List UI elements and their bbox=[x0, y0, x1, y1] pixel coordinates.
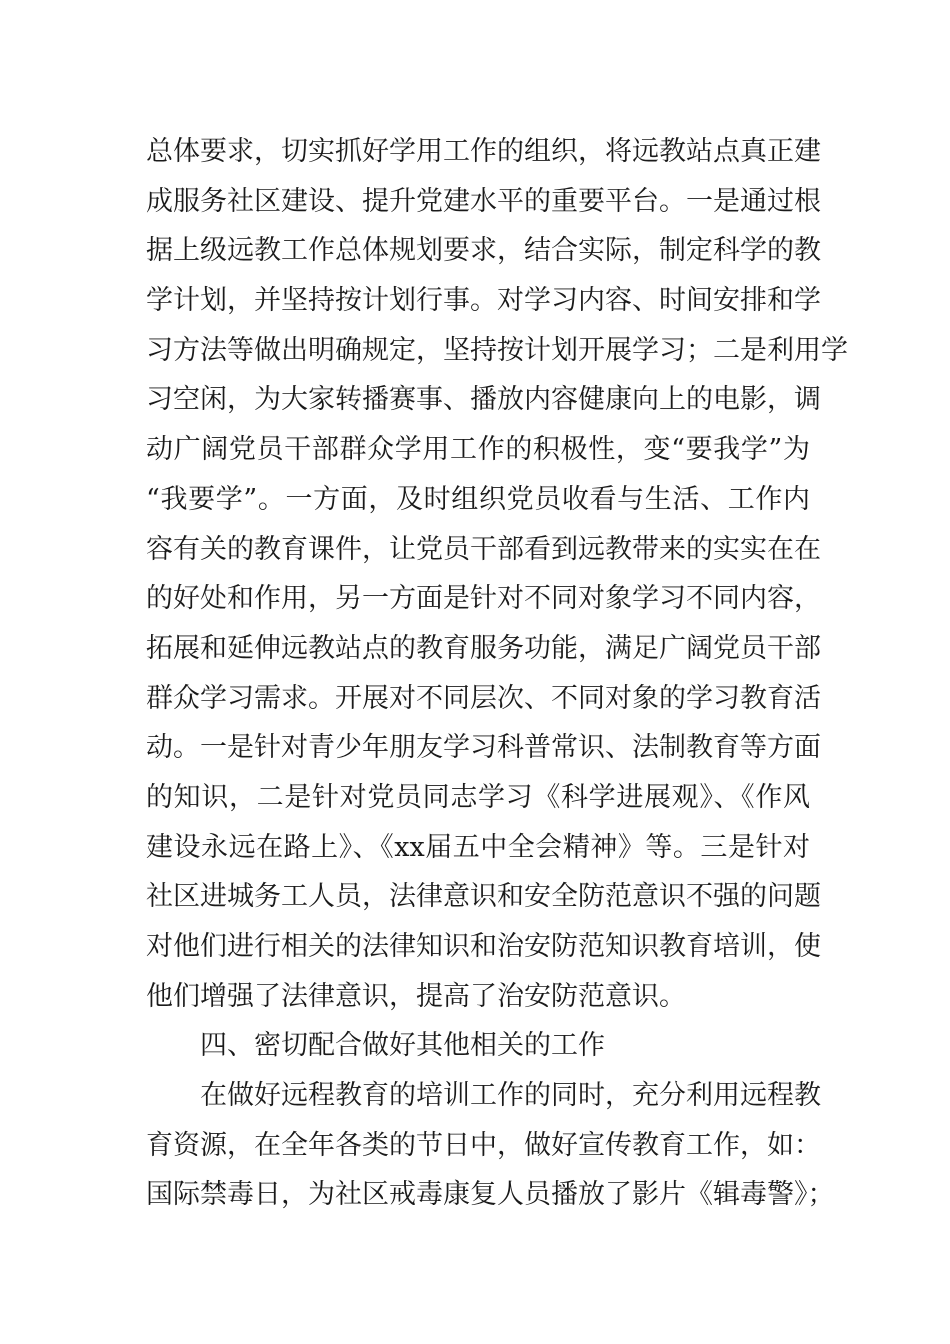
text-line: 据上级远教工作总体规划要求，结合实际，制定科学的教 bbox=[146, 235, 821, 267]
text-line: 建设永远在路上》、《xx届五中全会精神》等。三是针对 bbox=[146, 831, 810, 863]
paragraph-first-line: 在做好远程教育的培训工作的同时，充分利用远程教 bbox=[200, 1080, 821, 1112]
text-line: 社区进城务工人员，法律意识和安全防范意识不强的问题 bbox=[146, 881, 821, 913]
text-line: 总体要求，切实抓好学用工作的组织，将远教站点真正建 bbox=[146, 136, 821, 167]
text-line: 动广阔党员干部群众学用工作的积极性，变“要我学”为 bbox=[146, 434, 810, 466]
text-line: 育资源，在全年各类的节日中，做好宣传教育工作，如： bbox=[146, 1129, 821, 1161]
body-text bbox=[146, 127, 848, 1220]
paragraph-last-line: 他们增强了法律意识，提高了治安防范意识。 bbox=[146, 980, 686, 1012]
text-line: 成服务社区建设、提升党建水平的重要平台。一是通过根 bbox=[146, 185, 821, 217]
text-line: “我要学”。一方面，及时组织党员收看与生活、工作内 bbox=[146, 483, 810, 515]
text-line: 的好处和作用，另一方面是针对不同对象学习不同内容， bbox=[146, 583, 821, 615]
section-heading: 四、密切配合做好其他相关的工作 bbox=[200, 1030, 605, 1062]
text-line: 对他们进行相关的法律知识和治安防范知识教育培训，使 bbox=[146, 931, 821, 962]
text-line: 容有关的教育课件，让党员干部看到远教带来的实实在在 bbox=[146, 533, 821, 565]
text-line: 群众学习需求。开展对不同层次、不同对象的学习教育活 bbox=[146, 682, 821, 714]
text-line: 学计划，并坚持按计划行事。对学习内容、时间安排和学 bbox=[146, 285, 821, 317]
text-line: 的知识，二是针对党员同志学习《科学进展观》、《作风 bbox=[146, 781, 810, 813]
text-line: 国际禁毒日，为社区戒毒康复人员播放了影片《辑毒警》； bbox=[146, 1179, 835, 1211]
text-line: 动。一是针对青少年朋友学习科普常识、法制教育等方面 bbox=[146, 732, 821, 764]
text-line: 习方法等做出明确规定，坚持按计划开展学习；二是利用学 bbox=[146, 334, 848, 366]
text-line: 拓展和延伸远教站点的教育服务功能，满足广阔党员干部 bbox=[146, 632, 821, 664]
text-line: 习空闲，为大家转播赛事、播放内容健康向上的电影，调 bbox=[146, 384, 821, 416]
